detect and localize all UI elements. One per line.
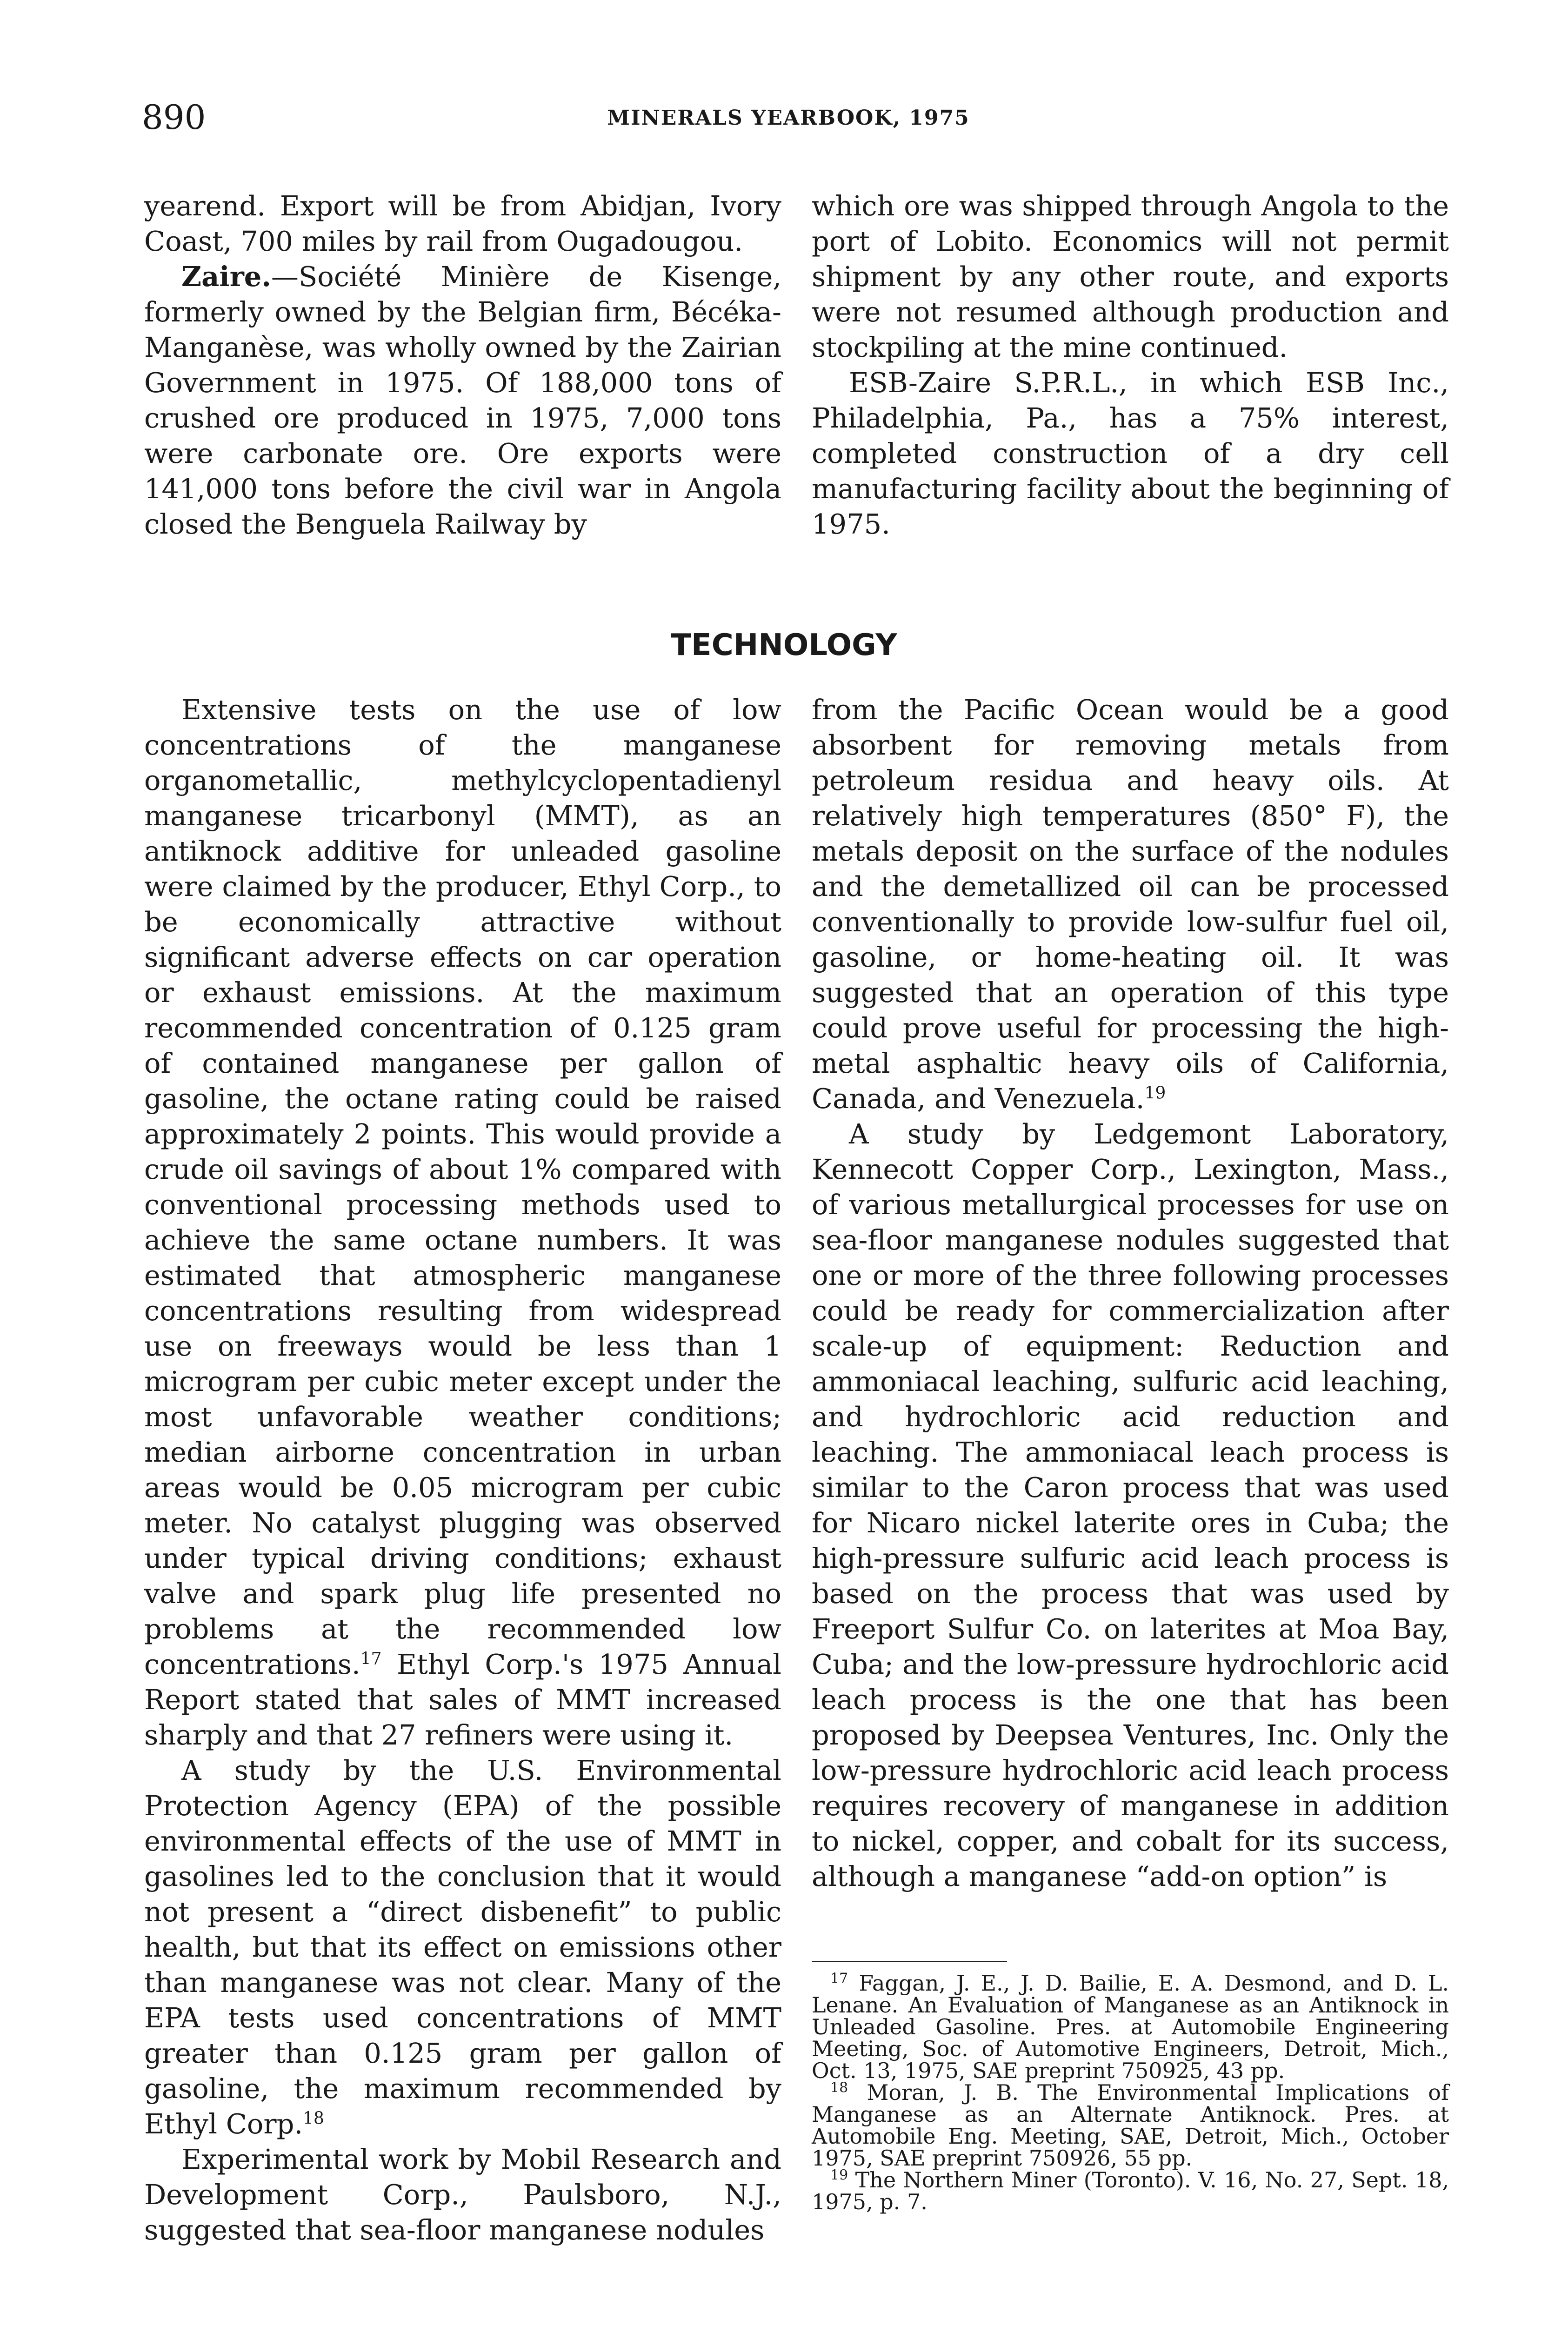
footnote-ref-19[interactable]: 19 — [1144, 1083, 1166, 1103]
footnote-19-text: The Northern Miner (Toronto). V. 16, No. 27, Sept. 18, 1975, p. 7. — [812, 2167, 1449, 2214]
section-heading: TECHNOLOGY — [671, 628, 897, 662]
footnote-17-mark: 17 — [830, 1970, 848, 1987]
bottom-right-column — [812, 692, 1449, 1948]
footnote-19-mark: 19 — [830, 2167, 848, 2184]
paragraph-esb-zaire: ESB-Zaire S.P.R.L., in which ESB Inc., Philadelphia, Pa., has a 75% interest, completed construction of a dry cell manufacturing facility about the beginning of 1975. — [812, 367, 1449, 540]
bottom-left-column — [144, 692, 781, 2248]
paragraph-nodules — [812, 692, 1449, 1116]
footnote-17 — [812, 1972, 1449, 2082]
footnote-ref-17[interactable]: 17 — [360, 1649, 382, 1669]
paragraph-mobil: Experimental work by Mobil Research and Development Corp., Paulsboro, N.J., suggested that sea-floor manganese nodules — [144, 2143, 781, 2246]
footnote-18-text: Moran, J. B. The Environmental Implications of Manganese as an Alternate Antiknock. Pres. at Automobile Eng. Meeting, SAE, Detroit, Mich., October 1975, SAE preprint 750926, 55 pp. — [812, 2080, 1449, 2171]
epa-text: A study by the U.S. Environmental Protection Agency (EPA) of the possible environmental effects of the use of MMT in gasolines led to the conclusion that it would not present a “direct disbenefit” to public health, but that its effect on emissions other than manganese was not clear. Many of the EPA tests used concentrations of MMT greater than 0.125 gram per gallon of gasoline, the maximum recommended by Ethyl Corp. — [144, 1754, 781, 2140]
page-header — [142, 98, 1435, 144]
top-left-column — [144, 188, 781, 542]
paragraph-continued-right: which ore was shipped through Angola to the port of Lobito. Economics will not permit shipment by any other route, and exports were not resumed although production and stockpiling at the mine continued. — [812, 190, 1449, 363]
mmt-text-a: Extensive tests on the use of low concentrations of the manganese organometallic, methylcyclopentadienyl manganese tricarbonyl (MMT), as an antiknock additive for unleaded gasoline were claimed by the producer, Ethyl Corp., to be economically attractive without significant adverse effects on car operation or exhaust emissions. At the maximum recommended concentration of 0.125 gram of contained manganese per gallon of gasoline, the octane rating could be raised approximately 2 points. This would provide a crude oil savings of about 1% compared with conventional processing methods used to achieve the same octane numbers. It was estimated that atmospheric manganese concentrations resulting from widespread use on freeways would be less than 1 microgram per cubic meter except under the most unfavorable weather conditions; median airborne concentration in urban areas would be 0.05 microgram per cubic meter. No catalyst plugging was observed under typical driving conditions; exhaust valve and spark plug life presented no problems at the recommended low concentrations. — [144, 694, 781, 1680]
zaire-text: —Société Minière de Kisenge, formerly owned by the Belgian firm, Bécéka-Manganèse, was wholly owned by the Zairian Government in 1975. Of 188,000 tons of crushed ore produced in 1975, 7,000 tons were carbonate ore. Ore exports were 141,000 tons before the civil war in Angola closed the Benguela Railway by — [144, 261, 781, 540]
mmt-text-b: Ethyl Corp.'s 1975 Annual Report stated that sales of MMT increased sharply and that 27 refiners were using it. — [144, 1648, 781, 1751]
footnote-19 — [812, 2169, 1449, 2213]
page-number: 890 — [142, 98, 206, 137]
top-right-column — [812, 188, 1449, 542]
paragraph-zaire — [144, 259, 781, 542]
running-title: MINERALS YEARBOOK, 1975 — [607, 106, 970, 130]
footnote-divider — [812, 1961, 1007, 1962]
paragraph-mmt-tests — [144, 692, 781, 1753]
footnote-ref-18[interactable]: 18 — [303, 2109, 324, 2128]
country-label-zaire: Zaire. — [181, 261, 271, 293]
footnote-18-mark: 18 — [830, 2079, 848, 2096]
footnote-18 — [812, 2079, 1449, 2171]
footnotes — [812, 1972, 1449, 2213]
nodules-text: from the Pacific Ocean would be a good absorbent for removing metals from petroleum residua and heavy oils. At relatively high temperatures (850° F), the metals deposit on the surface of the nodules and the demetallized oil can be processed conventionally to provide low-sulfur fuel oil, gasoline, or home-heating oil. It was suggested that an operation of this type could prove useful for processing the high-metal asphaltic heavy oils of California, Canada, and Venezuela. — [812, 694, 1449, 1115]
paragraph-ledgemont: A study by Ledgemont Laboratory, Kennecott Copper Corp., Lexington, Mass., of various metallurgical processes for use on sea-floor manganese nodules suggested that one or more of the three following processes could be ready for commercialization after scale-up of equipment: Reduction and ammoniacal leaching, sulfuric acid leaching, and hydrochloric acid reduction and leaching. The ammoniacal leach process is similar to the Caron process that was used for Nicaro nickel laterite ores in Cuba; the high-pressure sulfuric acid leach process is based on the process that was used by Freeport Sulfur Co. on laterites at Moa Bay, Cuba; and the low-pressure hydrochloric acid leach process is the one that has been proposed by Deepsea Ventures, Inc. Only the low-pressure hydrochloric acid leach process requires recovery of manganese in addition to nickel, copper, and cobalt for its success, although a manganese “add-on option” is — [812, 1118, 1449, 1892]
paragraph-epa-study — [144, 1753, 781, 2142]
footnote-17-text: Faggan, J. E., J. D. Bailie, E. A. Desmond, and D. L. Lenane. An Evaluation of Manganese as an Antiknock in Unleaded Gasoline. Pres. at Automobile Engineering Meeting, Soc. of Automotive Engineers, Detroit, Mich., Oct. 13, 1975, SAE preprint 750925, 43 pp. — [812, 1971, 1449, 2083]
paragraph-continued: yearend. Export will be from Abidjan, Ivory Coast, 700 miles by rail from Ougadougou. — [144, 190, 781, 257]
